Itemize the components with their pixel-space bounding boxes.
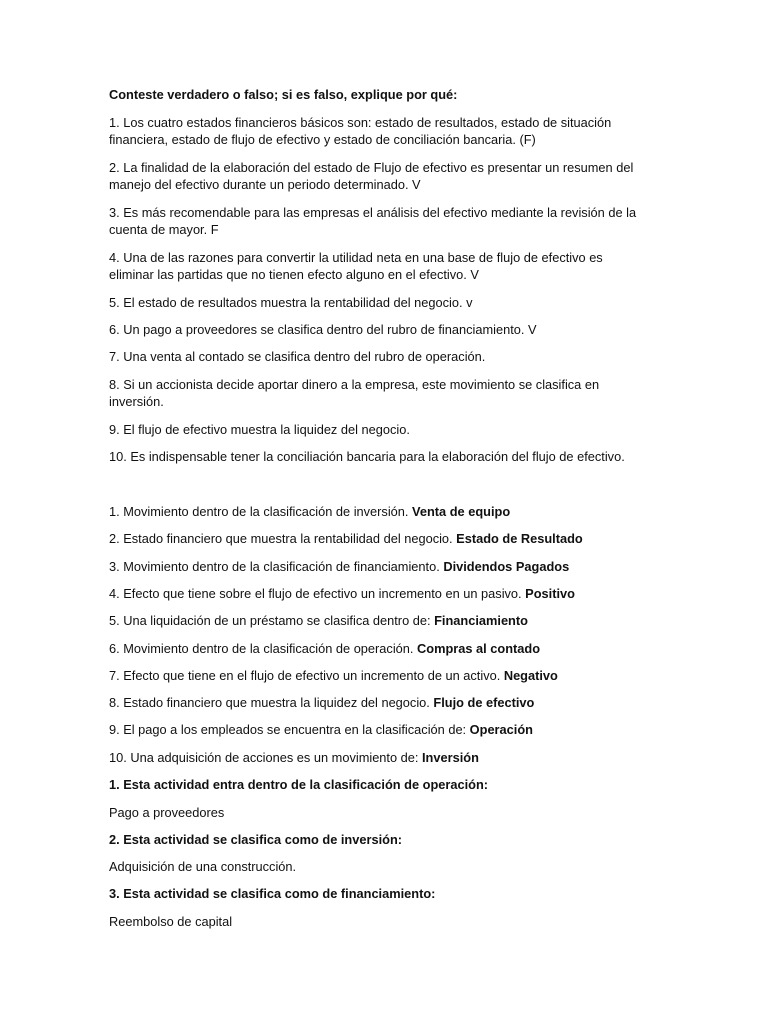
completion-answer: Flujo de efectivo [433,695,535,710]
completion-prompt: 1. Movimiento dentro de la clasificación de inversión. [109,504,413,519]
completion-prompt: 7. Efecto que tiene en el flujo de efectivo un incremento de un activo. [109,668,504,683]
completion-prompt: 8. Estado financiero que muestra la liquidez del negocio. [109,695,434,710]
completion-prompt: 3. Movimiento dentro de la clasificación de financiamiento. [109,559,444,574]
tf-item-9: 9. El flujo de efectivo muestra la liquidez del negocio. [109,422,410,437]
completion-prompt: 9. El pago a los empleados se encuentra en la clasificación de: [109,722,470,737]
heading: Conteste verdadero o falso; si es falso, explique por qué: [109,87,458,102]
completion-prompt: 2. Estado financiero que muestra la rentabilidad del negocio. [109,531,457,546]
completion-answer: Compras al contado [417,641,541,656]
tf-item-2: 2. La finalidad de la elaboración del estado de Flujo de efectivo es presentar un resumen del manejo del efectivo durante un periodo determinado. V [109,160,634,192]
tf-item-4: 4. Una de las razones para convertir la utilidad neta en una base de flujo de efectivo es eliminar las partidas que no tienen efecto alguno en el efectivo. V [109,250,603,282]
tf-item-10: 10. Es indispensable tener la conciliación bancaria para la elaboración del flujo de efectivo. [109,449,625,464]
activity-question-1: 1. Esta actividad entra dentro de la clasificación de operación: [109,777,489,792]
tf-item-6: 6. Un pago a proveedores se clasifica dentro del rubro de financiamiento. V [109,322,537,337]
tf-item-5: 5. El estado de resultados muestra la rentabilidad del negocio. v [109,295,473,310]
activity-question-3: 3. Esta actividad se clasifica como de financiamiento: [109,886,436,901]
completion-prompt: 10. Una adquisición de acciones es un movimiento de: [109,750,422,765]
tf-item-1: 1. Los cuatro estados financieros básicos son: estado de resultados, estado de situación financiera, estado de flujo de efectivo y estado de conciliación bancaria. (F) [109,115,612,147]
completion-item-7 [109,667,649,684]
completion-prompt: 4. Efecto que tiene sobre el flujo de efectivo un incremento en un pasivo. [109,586,526,601]
completion-item-1 [109,503,649,520]
completion-answer: Financiamiento [434,613,528,628]
completion-item-6 [109,640,649,657]
completion-item-10 [109,749,649,766]
activity-answer-3: Reembolso de capital [109,914,233,929]
completion-item-8 [109,694,649,711]
completion-answer: Inversión [422,750,479,765]
completion-item-4 [109,585,649,602]
completion-answer: Negativo [503,668,558,683]
completion-prompt: 5. Una liquidación de un préstamo se clasifica dentro de: [109,613,435,628]
completion-item-3 [109,558,649,575]
tf-item-7: 7. Una venta al contado se clasifica dentro del rubro de operación. [109,349,486,364]
completion-answer: Positivo [525,586,575,601]
completion-prompt: 6. Movimiento dentro de la clasificación de operación. [109,641,418,656]
completion-item-5 [109,612,649,629]
tf-item-3: 3. Es más recomendable para las empresas el análisis del efectivo mediante la revisión de la cuenta de mayor. F [109,205,637,237]
completion-item-2 [109,530,649,547]
completion-answer: Estado de Resultado [456,531,583,546]
completion-item-9 [109,721,649,738]
activity-answer-2: Adquisición de una construcción. [109,859,297,874]
activity-answer-1: Pago a proveedores [109,805,225,820]
completion-answer: Dividendos Pagados [443,559,570,574]
activity-question-2: 2. Esta actividad se clasifica como de inversión: [109,832,403,847]
completion-answer: Operación [469,722,533,737]
completion-answer: Venta de equipo [412,504,511,519]
tf-item-8: 8. Si un accionista decide aportar dinero a la empresa, este movimiento se clasifica en inversión. [109,377,600,409]
